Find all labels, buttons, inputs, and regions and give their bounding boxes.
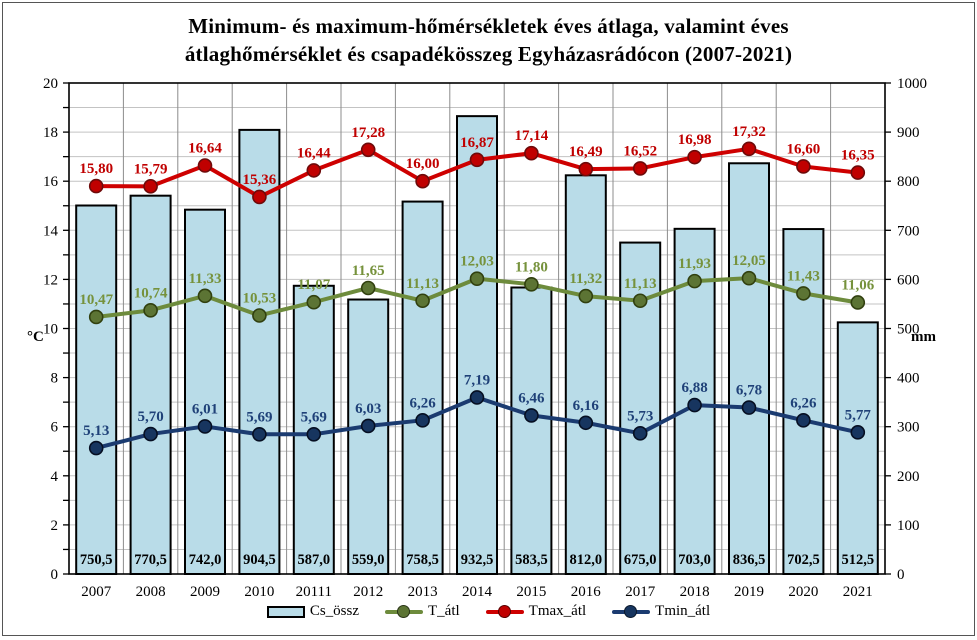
precipitation-bar [403, 202, 443, 574]
left-axis-tick-label: 16 [43, 174, 58, 191]
Tmax_átl-value-label: 16,00 [405, 156, 440, 173]
Tmin_átl-value-label: 5,73 [627, 408, 654, 425]
right-axis-tick-label: 0 [897, 567, 905, 583]
Tmax_átl-marker [253, 190, 266, 203]
T_átl-marker [579, 290, 592, 303]
x-axis-year-label: 2012 [353, 584, 384, 600]
precipitation-bar [348, 300, 388, 574]
left-axis-tick-label: 20 [43, 76, 58, 92]
Tmax_átl-marker [471, 153, 484, 166]
precipitation-value-label: 583,5 [515, 552, 548, 568]
Tmax_átl-marker [634, 162, 647, 175]
precipitation-bar [729, 163, 769, 574]
T_átl-marker [471, 272, 484, 285]
legend-label-tavg: T_átl [428, 603, 460, 619]
precipitation-bar [511, 288, 551, 574]
bar-swatch-icon [267, 606, 305, 618]
x-axis-year-label: 2015 [516, 584, 547, 600]
left-axis-tick-label: 6 [50, 419, 58, 436]
x-axis-year-label: 20111 [295, 584, 332, 600]
Tmax_átl-value-label: 16,44 [296, 145, 331, 162]
Tmax_átl-marker [416, 175, 429, 188]
chart-legend [3, 603, 974, 620]
precipitation-value-label: 770,5 [134, 552, 167, 568]
Tmin_átl-marker [362, 419, 375, 432]
Tmax_átl-marker [579, 163, 592, 176]
Tmin_átl-marker [307, 428, 320, 441]
T_átl-marker [90, 310, 103, 323]
T_átl-marker [634, 294, 647, 307]
right-axis-tick-label: 500 [897, 321, 920, 338]
Tmin_átl-marker [797, 414, 810, 427]
T_átl-value-label: 11,93 [678, 256, 712, 273]
Tmin_átl-marker [144, 428, 157, 441]
Tmax_átl-value-label: 15,79 [133, 161, 168, 178]
x-axis-year-label: 2013 [407, 584, 438, 600]
Tmin_átl-value-label: 6,46 [518, 390, 545, 407]
Tmin_átl-marker [525, 409, 538, 422]
right-axis-tick-label: 200 [897, 468, 920, 485]
chart-title-line1: Minimum- és maximum-hőmérsékletek éves átlaga, valamint éves [188, 14, 789, 38]
precipitation-bar [185, 210, 225, 574]
legend-item-tmax [486, 603, 586, 620]
right-axis-tick-label: 100 [897, 517, 920, 534]
T_átl-marker [743, 272, 756, 285]
Tmax_átl-marker [362, 143, 375, 156]
Tmax_átl-marker [199, 159, 212, 172]
Tmax_átl-marker [144, 180, 157, 193]
left-axis-tick-label: 14 [43, 223, 58, 240]
Tmin_átl-marker [634, 427, 647, 440]
precipitation-value-label: 512,5 [841, 552, 875, 568]
T_átl-value-label: 11,07 [297, 277, 331, 294]
Tmax_átl-value-label: 16,49 [568, 144, 603, 161]
Tmax_átl-marker [743, 142, 756, 155]
T_átl-value-label: 11,80 [514, 259, 548, 276]
T_átl-value-label: 11,65 [351, 262, 385, 279]
T_átl-marker [688, 275, 701, 288]
precipitation-value-label: 750,5 [79, 552, 113, 568]
Tmin_átl-value-label: 6,26 [409, 395, 436, 412]
Tmin_átl-value-label: 6,88 [681, 380, 708, 397]
x-axis-year-label: 2010 [244, 584, 275, 600]
line-swatch-tavg-icon [385, 605, 423, 619]
Tmax_átl-value-label: 17,14 [514, 128, 549, 145]
Tmin_átl-marker [471, 391, 484, 404]
x-axis-year-label: 2014 [462, 584, 492, 600]
Tmax_átl-marker [307, 164, 320, 177]
T_átl-marker [362, 281, 375, 294]
Tmin_átl-value-label: 5,69 [300, 409, 327, 426]
x-axis-year-label: 2007 [81, 584, 112, 600]
Tmax_átl-value-label: 16,87 [460, 134, 494, 151]
Tmax_átl-marker [688, 151, 701, 164]
Tmax_átl-value-label: 16,52 [623, 143, 658, 160]
T_átl-value-label: 11,33 [188, 270, 222, 287]
x-axis-year-label: 2020 [788, 584, 819, 600]
Tmax_átl-marker [90, 180, 103, 193]
line-swatch-tmax-icon [486, 605, 524, 619]
precipitation-value-label: 675,0 [623, 552, 657, 568]
Tmin_átl-marker [416, 414, 429, 427]
precipitation-value-label: 932,5 [460, 552, 494, 568]
legend-item-precipitation [267, 603, 359, 620]
Tmin_átl-marker [199, 420, 212, 433]
x-axis-year-label: 2009 [190, 584, 220, 600]
T_átl-marker [307, 296, 320, 309]
Tmin_átl-value-label: 6,01 [191, 401, 219, 418]
right-axis-tick-label: 900 [897, 125, 920, 142]
Tmin_átl-value-label: 5,77 [844, 407, 871, 424]
precipitation-value-label: 742,0 [188, 552, 222, 568]
left-axis-tick-label: 0 [50, 567, 58, 583]
Tmin_átl-marker [90, 442, 103, 455]
Tmax_átl-value-label: 17,32 [732, 123, 766, 140]
precipitation-value-label: 559,0 [351, 552, 385, 568]
precipitation-value-label: 812,0 [569, 552, 603, 568]
T_átl-value-label: 11,43 [786, 268, 820, 285]
T_átl-value-label: 10,47 [79, 291, 114, 308]
precipitation-value-label: 703,0 [678, 552, 711, 568]
Tmax_átl-value-label: 16,35 [840, 147, 875, 164]
left-axis-tick-label: 12 [43, 272, 58, 289]
precipitation-value-label: 758,5 [406, 552, 439, 568]
T_átl-marker [199, 289, 212, 302]
line-swatch-tmin-icon [612, 605, 650, 619]
T_átl-marker [253, 309, 266, 322]
T_átl-value-label: 11,32 [569, 271, 603, 288]
x-axis-year-label: 2017 [625, 584, 656, 600]
precipitation-bar [76, 206, 116, 574]
Tmax_átl-marker [797, 160, 810, 173]
left-axis-tick-label: 18 [43, 125, 58, 142]
x-axis-year-label: 2021 [842, 584, 873, 600]
left-axis-tick-label: 2 [50, 517, 58, 534]
right-axis-tick-label: 700 [897, 223, 920, 240]
right-axis-tick-label: 800 [897, 174, 920, 191]
Tmax_átl-value-label: 15,36 [242, 171, 277, 188]
chart-frame [2, 2, 975, 636]
legend-label-tmax: Tmax_átl [528, 603, 587, 619]
chart-title-line2: átlaghőmérséklet és csapadékösszeg Egyházasrádócon (2007-2021) [184, 42, 793, 66]
x-axis-year-label: 2008 [135, 584, 166, 600]
x-axis-year-label: 2016 [570, 584, 601, 600]
right-axis-tick-label: 1000 [897, 76, 927, 92]
Tmax_átl-value-label: 16,60 [786, 141, 821, 158]
Tmin_átl-marker [579, 416, 592, 429]
Tmax_átl-marker [525, 147, 538, 160]
legend-label-precipitation: Cs_össz [309, 603, 360, 619]
Tmin_átl-value-label: 6,78 [735, 382, 763, 399]
precipitation-bar [457, 116, 497, 574]
right-axis-tick-label: 400 [897, 370, 920, 387]
Tmin_átl-value-label: 6,03 [355, 400, 382, 417]
left-axis-tick-label: 8 [50, 370, 58, 387]
Tmin_átl-value-label: 7,19 [463, 372, 491, 389]
Tmax_átl-value-label: 15,80 [79, 161, 114, 178]
T_átl-value-label: 12,03 [460, 253, 494, 270]
T_átl-marker [851, 296, 864, 309]
T_átl-value-label: 11,13 [623, 275, 657, 292]
Tmax_átl-value-label: 16,64 [188, 140, 222, 157]
T_átl-value-label: 12,05 [732, 253, 766, 270]
T_átl-value-label: 11,06 [841, 277, 875, 294]
legend-label-tmin: Tmin_átl [655, 603, 711, 619]
Tmax_átl-value-label: 16,98 [677, 132, 712, 149]
Tmin_átl-value-label: 5,13 [83, 423, 110, 440]
right-axis-tick-label: 600 [897, 272, 920, 289]
right-axis-tick-label: 300 [897, 419, 920, 436]
Tmin_átl-value-label: 6,16 [572, 397, 599, 414]
precipitation-bar [566, 175, 606, 574]
precipitation-value-label: 836,5 [732, 552, 766, 568]
x-axis-year-label: 2018 [679, 584, 710, 600]
Tmin_átl-marker [851, 426, 864, 439]
Tmin_átl-value-label: 6,26 [790, 395, 817, 412]
T_átl-value-label: 11,13 [406, 275, 440, 292]
precipitation-value-label: 904,5 [243, 552, 276, 568]
Tmin_átl-value-label: 5,70 [137, 409, 164, 426]
left-axis-tick-label: 4 [50, 468, 58, 485]
right-axis-unit-label: mm [911, 329, 936, 345]
precipitation-value-label: 587,0 [297, 552, 331, 568]
legend-item-tavg [385, 603, 460, 620]
T_átl-value-label: 10,74 [133, 285, 168, 302]
x-axis-year-label: 2019 [734, 584, 764, 600]
Tmin_átl-marker [743, 401, 756, 414]
chart-plot [3, 3, 975, 636]
precipitation-bar [131, 196, 171, 574]
Tmin_átl-marker [688, 399, 701, 412]
T_átl-marker [144, 304, 157, 317]
Tmax_átl-value-label: 17,28 [351, 124, 386, 141]
T_átl-marker [797, 287, 810, 300]
precipitation-value-label: 702,5 [787, 552, 820, 568]
precipitation-bar [838, 322, 878, 574]
legend-item-tmin [612, 603, 710, 620]
T_átl-value-label: 10,53 [242, 290, 277, 307]
Tmin_átl-value-label: 5,69 [246, 409, 273, 426]
left-axis-tick-label: 10 [43, 321, 58, 338]
Tmax_átl-marker [851, 166, 864, 179]
left-axis-unit-label: °C [27, 329, 44, 345]
Tmin_átl-marker [253, 428, 266, 441]
T_átl-marker [525, 278, 538, 291]
T_átl-marker [416, 294, 429, 307]
